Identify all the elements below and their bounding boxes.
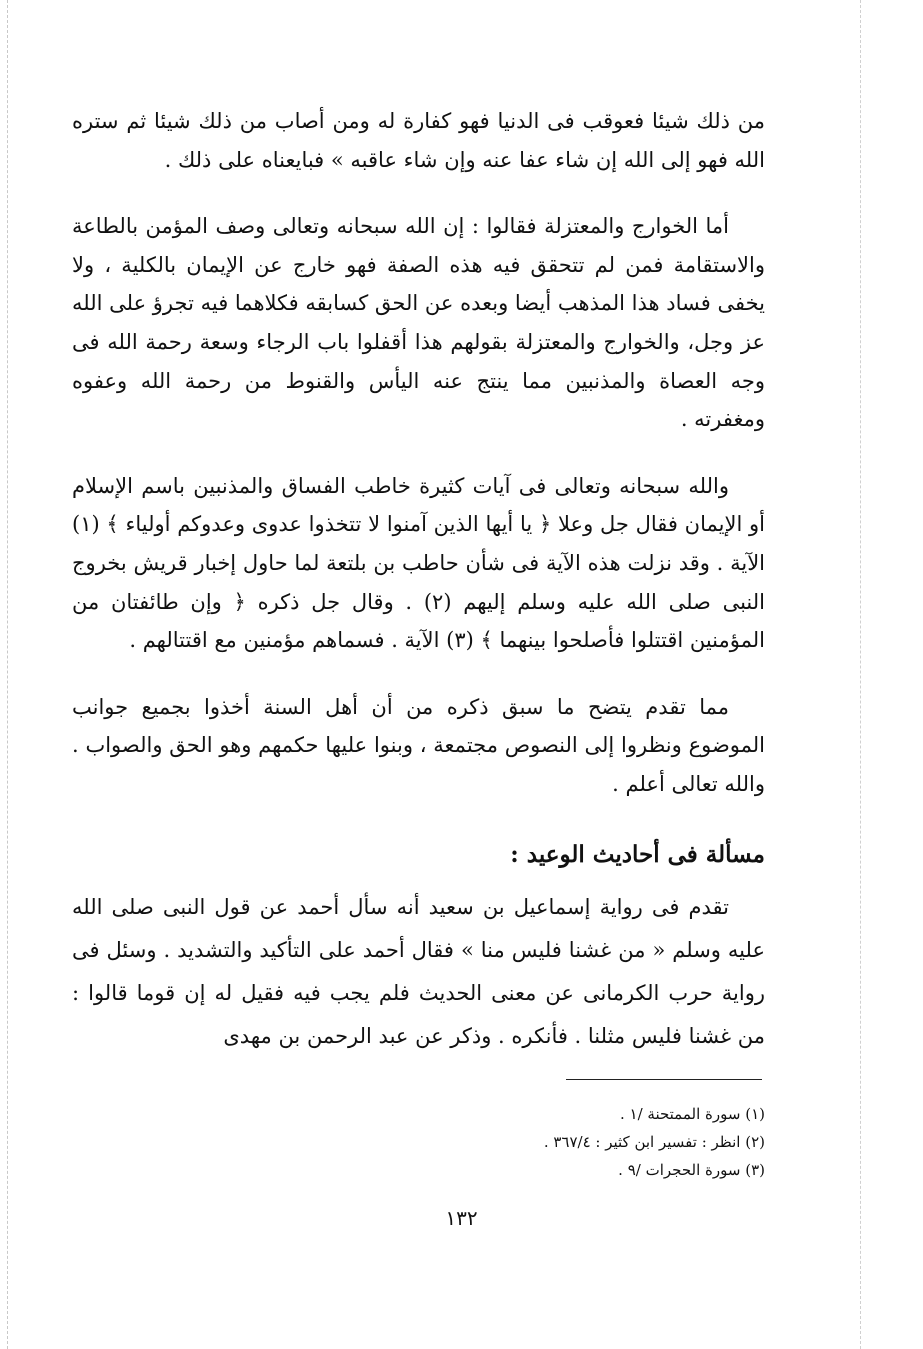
- footnote-3: (٣) سورة الحجرات /٩ .: [618, 1161, 765, 1179]
- paragraph-continuation: من ذلك شيئا فعوقب فى الدنيا فهو كفارة له ومن أصاب من ذلك شيئا ثم ستره الله فهو إلى الله إن شاء عفا عنه وإن شاء عاقبه » فبايعناه على ذلك .: [72, 109, 765, 172]
- paragraph-khawarij: أما الخوارج والمعتزلة فقالوا : إن الله سبحانه وتعالى وصف المؤمن بالطاعة والاستقامة فمن لم تتحقق فيه هذه الصفة فهو خارج عن الإيمان بالكلية ، ولا يخفى فساد هذا المذهب أيضا وبعده عن الحق كسابقه فكلاهما فيه تجرؤ على الله عز وجل، والخوارج والمعتزلة بقولهم هذا أقفلوا باب الرجاء وسعة رحمة الله فى وجه العصاة والمذنبين مما ينتج عنه اليأس والقنوط من رحمة الله وعفوه ومغفرته .: [72, 214, 765, 432]
- scan-edge-right: [860, 0, 861, 1349]
- body-text-upper: [72, 102, 765, 804]
- paragraph-conclusion: مما تقدم يتضح ما سبق ذكره من أن أهل السنة أخذوا بجميع جوانب الموضوع ونظروا إلى النصوص مجتمعة ، وبنوا عليها حكمهم وهو الحق والصواب . والله تعالى أعلم .: [72, 694, 765, 796]
- scan-edge-left: [7, 0, 8, 1349]
- section-heading: مسألة فى أحاديث الوعيد :: [510, 841, 765, 868]
- page-number: ١٣٢: [445, 1206, 478, 1230]
- footnotes: [544, 1100, 765, 1184]
- paragraph-hadith: تقدم فى رواية إسماعيل بن سعيد أنه سأل أحمد عن قول النبى صلى الله عليه وسلم « من غشنا فليس منا » فقال أحمد على التأكيد والتشديد . وسئل فى رواية حرب الكرمانى عن معنى الحديث فلم يجب فيه فقيل له إن قوما قالوا : من غشنا فليس مثلنا . فأنكره . وذكر عن عبد الرحمن بن مهدى: [72, 895, 765, 1048]
- paragraph-verses: والله سبحانه وتعالى فى آيات كثيرة خاطب الفساق والمذنبين باسم الإسلام أو الإيمان فقال جل وعلا ﴿ يا أيها الذين آمنوا لا تتخذوا عدوى وعدوكم أولياء ﴾ (١) الآية . وقد نزلت هذه الآية فى شأن حاطب بن بلتعة لما حاول إخبار قريش بخروج النبى صلى الله عليه وسلم إليهم (٢) . وقال جل ذكره ﴿ وإن طائفتان من المؤمنين اقتتلوا فأصلحوا بينهما ﴾ (٣) الآية . فسماهم مؤمنين مع اقتتالهم .: [72, 473, 766, 653]
- footnote-2: (٢) انظر : تفسير ابن كثير : ٣٦٧/٤ .: [543, 1133, 765, 1151]
- body-text-lower: [72, 886, 765, 1058]
- footnote-separator: [566, 1079, 762, 1080]
- footnote-1: (١) سورة الممتحنة /١ .: [619, 1105, 765, 1123]
